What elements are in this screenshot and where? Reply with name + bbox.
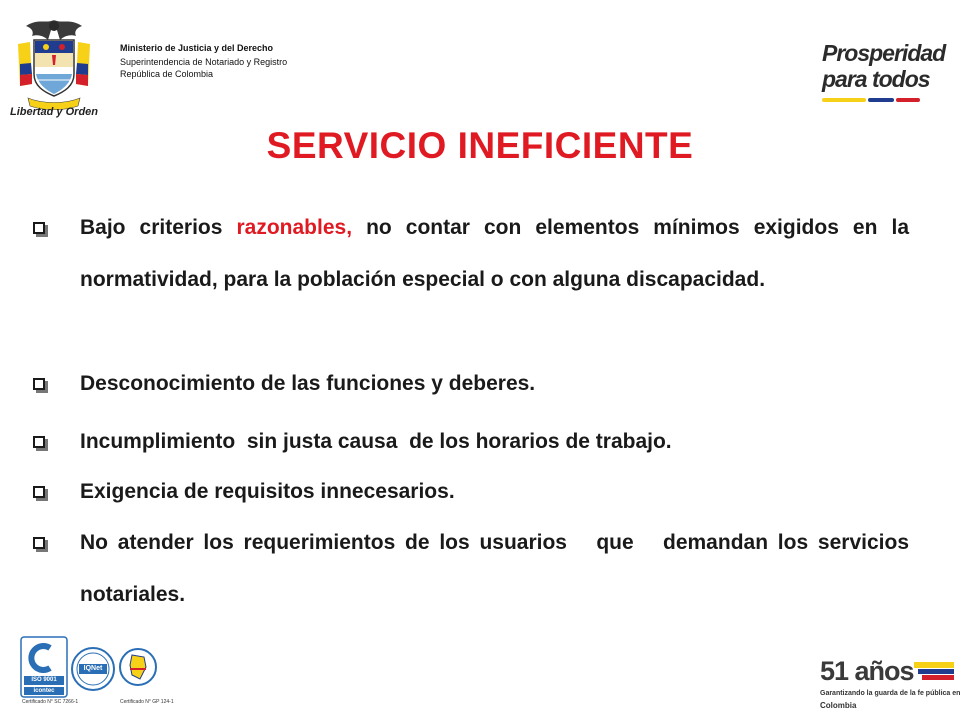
government-quality-seal bbox=[118, 645, 158, 693]
flag-stripe-yellow bbox=[822, 98, 866, 102]
iqnet-seal bbox=[70, 646, 116, 692]
checkbox-bullet-icon bbox=[33, 537, 45, 549]
icontec-label: icontec bbox=[33, 688, 55, 694]
flag-stripe-blue bbox=[868, 98, 894, 102]
flag-stripe-red bbox=[922, 675, 954, 680]
bullet-item bbox=[33, 202, 909, 362]
bullet-text bbox=[80, 202, 909, 306]
coat-of-arms-logo bbox=[8, 14, 100, 124]
bullet-text: Exigencia de requisitos innecesarios. bbox=[80, 480, 455, 503]
bullet-text: No atender los requerimientos de los usuarios que demandan los servicios notariales. bbox=[80, 531, 915, 606]
bullet-item bbox=[33, 466, 909, 518]
iqnet-label: IQNet bbox=[83, 665, 103, 672]
motto-text: Libertad y Orden bbox=[9, 106, 99, 118]
anniversary-logo bbox=[820, 656, 960, 720]
flag-stripe-blue bbox=[918, 669, 954, 674]
bullet-item bbox=[33, 358, 909, 410]
checkbox-bullet-icon bbox=[33, 222, 45, 234]
bullet-item bbox=[33, 517, 915, 621]
bullet-text-end: no contar con elementos mínimos exigidos en la normatividad, para la población especial o con alguna discapacidad. bbox=[80, 216, 909, 291]
prosperidad-logo bbox=[818, 38, 946, 112]
bullet-text-start: Bajo criterios bbox=[80, 216, 237, 239]
tagline-line2: Colombia bbox=[820, 701, 857, 710]
iso-label: ISO 9001 bbox=[31, 677, 57, 683]
flag-stripe-yellow bbox=[914, 662, 954, 668]
campaign-line2: para todos bbox=[822, 66, 930, 92]
bullet-item bbox=[33, 416, 909, 468]
slide-title: SERVICIO INEFICIENTE bbox=[266, 125, 694, 166]
checkbox-bullet-icon bbox=[33, 378, 45, 390]
flag-stripe-red bbox=[896, 98, 920, 102]
bullet-text: Desconocimiento de las funciones y deberes. bbox=[80, 372, 536, 395]
checkbox-bullet-icon bbox=[33, 486, 45, 498]
tagline-line1: Garantizando la guarda de la fe pública en bbox=[820, 690, 960, 697]
bullet-text: Incumplimiento sin justa causa de los horarios de trabajo. bbox=[80, 430, 672, 453]
certificate-number-2: Certificado N° GP 124-1 bbox=[120, 699, 174, 705]
campaign-line1: Prosperidad bbox=[822, 40, 946, 66]
highlight-word: razonables, bbox=[236, 216, 353, 239]
ministry-name: Ministerio de Justicia y del Derecho bbox=[120, 43, 274, 53]
icontec-iso-seal bbox=[20, 636, 68, 698]
superintendence-name: Superintendencia de Notariado y Registro bbox=[120, 57, 288, 67]
certificate-number-1: Certificado N° SC 7266-1 bbox=[22, 699, 79, 705]
checkbox-bullet-icon bbox=[33, 436, 45, 448]
anniversary-text: 51 años bbox=[820, 656, 914, 686]
republic-name: República de Colombia bbox=[120, 69, 214, 79]
